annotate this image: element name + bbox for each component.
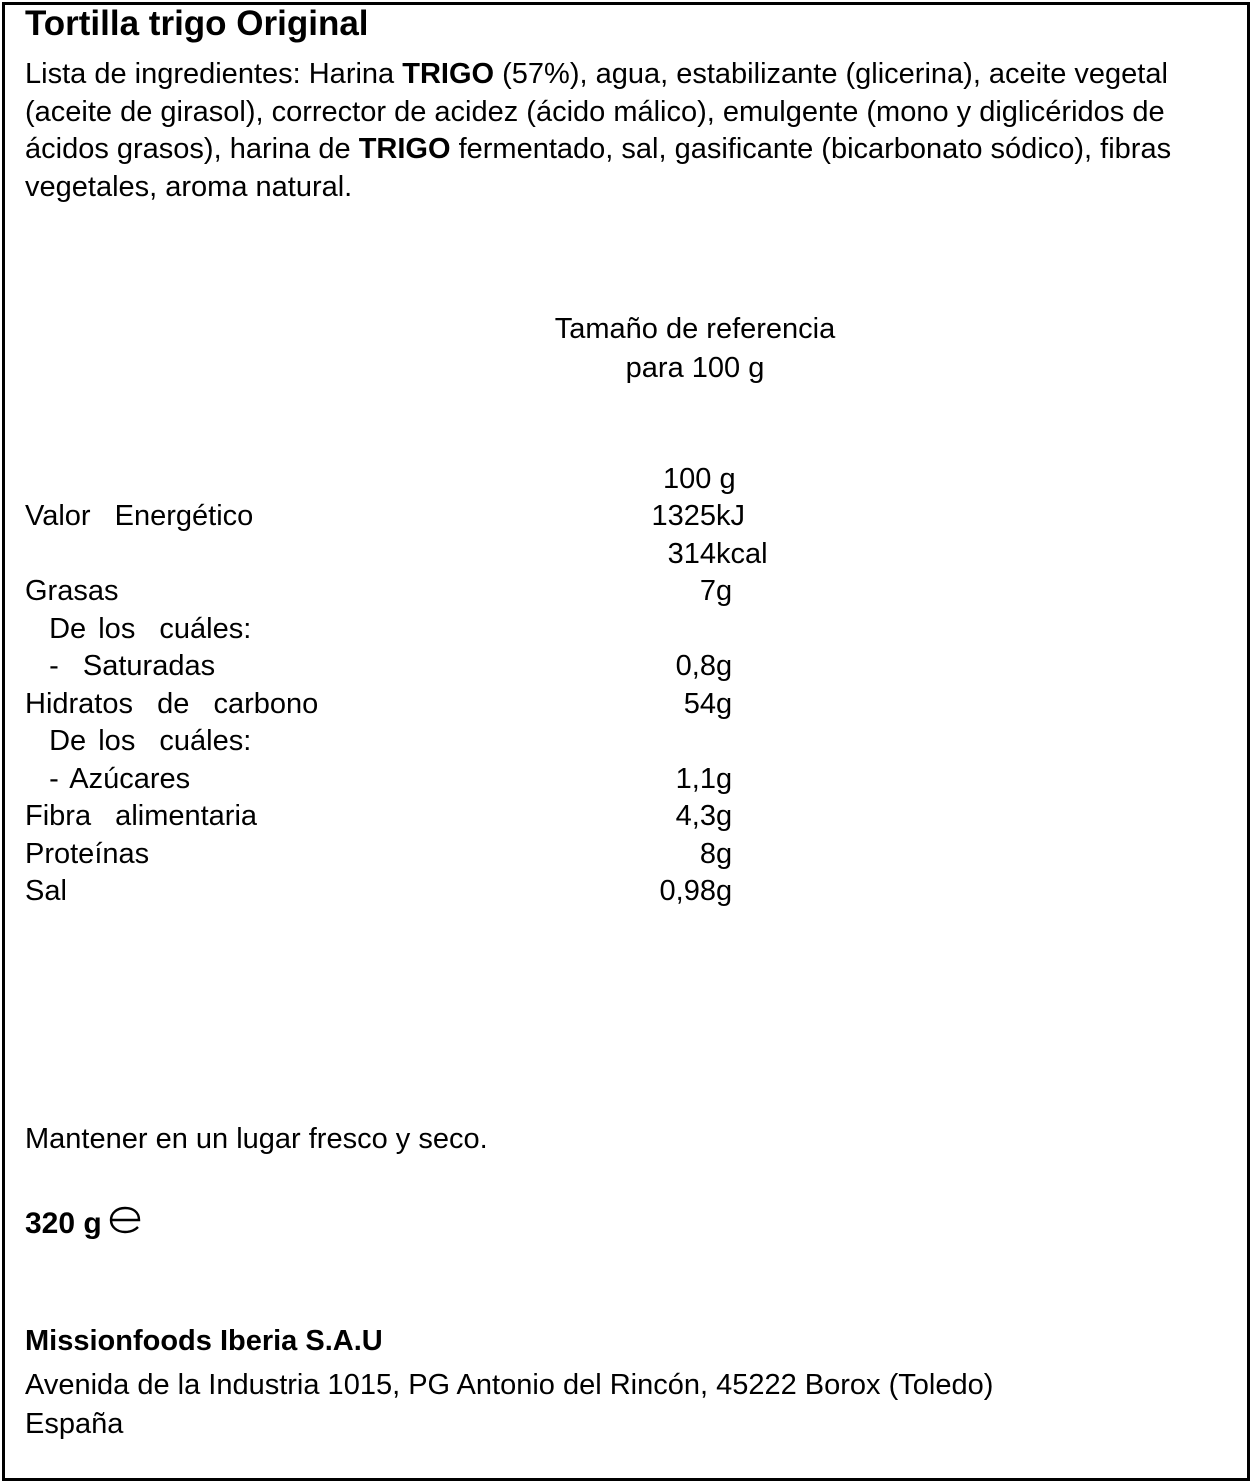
ingredients-text: Lista de ingredientes: Harina (25, 58, 403, 90)
nutrient-unit: g (716, 650, 733, 682)
nutrient-unit: g (716, 837, 733, 870)
reference-size-line1: Tamaño de referencia (554, 313, 836, 345)
company-address: Avenida de la Industria 1015, PG Antonio del Rincón, 45222 Borox (Toledo) (25, 1369, 994, 1401)
nutrient-label: - Saturadas (25, 650, 216, 682)
nutrient-label: - Azúcares (25, 762, 191, 795)
nutrient-value: 0,98 (659, 875, 716, 907)
nutrient-label: Hidratos de carbono (25, 687, 319, 720)
nutrient-value: 314 (667, 537, 716, 570)
allergen-highlight: TRIGO (358, 133, 451, 165)
nutrient-unit: kJ (716, 500, 745, 532)
net-weight (25, 1205, 142, 1245)
ingredients-text: fermentado, sal, gasificante (bicarbonato sódico), fibras vegetales, aroma natural. (25, 133, 1172, 203)
nutrient-unit: g (716, 875, 733, 907)
nutrient-unit: kcal (716, 537, 768, 570)
nutrient-label: De los cuáles: (25, 725, 252, 757)
net-weight-value: 320 g (25, 1207, 102, 1240)
nutrient-unit: g (716, 762, 733, 795)
nutrient-unit: g (716, 800, 733, 832)
nutrient-unit: g (716, 687, 733, 720)
nutrient-value: 1,1 (675, 762, 716, 795)
allergen-highlight: TRIGO (402, 58, 495, 90)
ingredients-text: (57%), agua, estabilizante (glicerina), aceite vegetal (aceite de girasol), corrector de acidez (ácido málico), emulgente (mono y diglicéridos de ácidos grasos), harina de (25, 58, 1168, 165)
nutrient-value: 54 (683, 687, 716, 720)
nutrient-label: Sal (25, 875, 67, 907)
nutrient-label: Grasas (25, 575, 119, 607)
nutrient-label: Fibra alimentaria (25, 800, 258, 832)
nutrient-label: Valor Energético (25, 500, 254, 532)
nutrient-value: 1325 (651, 500, 716, 532)
nutrient-value: 4,3 (675, 800, 716, 832)
nutrient-value: 0,8 (675, 650, 716, 682)
nutrition-column-header: 100 g (663, 463, 736, 495)
company-name: Missionfoods Iberia S.A.U (25, 1325, 383, 1357)
nutrient-value: 8 (699, 837, 716, 870)
nutrient-label: De los cuáles: (25, 612, 252, 645)
company-country: España (25, 1408, 124, 1440)
e-mark-icon (108, 1205, 142, 1245)
reference-size-line2: para 100 g (625, 352, 765, 384)
product-title: Tortilla trigo Original (25, 4, 369, 43)
nutrient-label: Proteínas (25, 837, 150, 870)
nutrient-unit: g (716, 575, 733, 607)
storage-instructions: Mantener en un lugar fresco y seco. (25, 1123, 488, 1155)
ingredients-list (25, 56, 1225, 206)
nutrient-value: 7 (699, 575, 716, 607)
